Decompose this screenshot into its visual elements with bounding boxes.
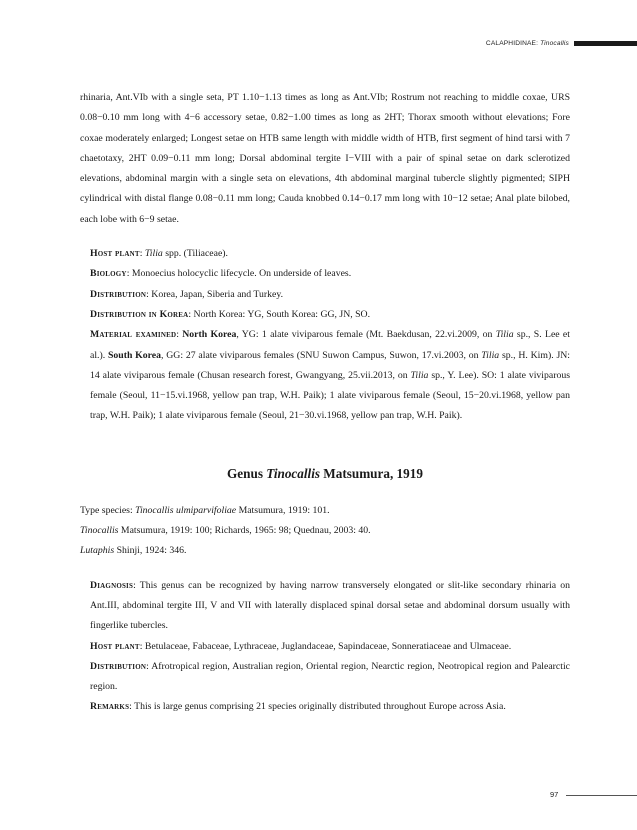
remarks-entry: Remarks: This is large genus comprising 21 species originally distributed throughout Europe across Asia.	[90, 701, 506, 713]
synonymy-line: Tinocallis Matsumura, 1919: 100; Richards, 1965: 98; Quednau, 2003: 40.	[80, 525, 371, 537]
synonymy-line: Lutaphis Shinji, 1924: 346.	[80, 545, 187, 557]
running-header	[0, 38, 637, 50]
south-korea-label: South Korea	[107, 349, 161, 361]
host-plant-label: Host plant	[90, 248, 140, 260]
north-korea-label: North Korea	[182, 329, 237, 341]
running-title-genus: Tinocallis	[540, 40, 569, 47]
distribution-entry: Distribution: Korea, Japan, Siberia and Turkey.	[90, 288, 284, 300]
material-examined-entry: Material examined: North Korea, YG: 1 alate viviparous female (Mt. Baekdusan, 22.vi.2009, on Tilia sp., S. Lee et al.). South Korea, GG: 27 alate viviparous females (SNU Suwon Campus, Suwon, 17.vi.2003, on Tilia sp., H. Kim). JN: 14 alate viviparous female (Chusan research forest, Gwangyang, 25.vii.2013, on Tilia sp., Y. Lee). SO: 1 alate viviparous female (Seoul, 11−15.vi.1968, yellow pan trap, W.H. Paik); 1 alate viviparous female (Seoul, 15−20.vi.1968, yellow pan trap, W.H. Paik); 1 alate viviparous female (Seoul, 21−30.vi.1968, yellow pan trap, W.H. Paik).	[90, 329, 570, 422]
distribution-korea-label: Distribution in Korea	[90, 308, 189, 320]
type-species-taxon: Tinocallis ulmiparvifoliae	[135, 504, 237, 516]
running-title: CALAPHIDINAE: Tinocallis	[485, 40, 569, 47]
genus-host-plant-label: Host plant	[90, 640, 140, 652]
header-bar	[574, 41, 637, 46]
page-number: 97	[550, 790, 559, 799]
genus-host-plant-entry: Host plant: Betulaceae, Fabaceae, Lythraceae, Juglandaceae, Sapindaceae, Sonneratiaceae and Ulmaceae.	[90, 640, 512, 652]
diagnosis-label: Diagnosis	[90, 579, 134, 591]
material-examined-label: Material examined	[90, 329, 177, 341]
host-plant-taxon: Tilia	[144, 248, 163, 260]
genus-heading: Genus Tinocallis Matsumura, 1919	[227, 465, 423, 481]
diagnosis-entry: Diagnosis: This genus can be recognized by having narrow transversely elongated or slit-like secondary rhinaria on Ant.III, abdominal tergite III, V and VII with laterally displaced spinal dorsal setae and abdominal dorsum usually with fingerlike tubercles.	[90, 579, 570, 632]
biology-entry: Biology: Monoecius holocyclic lifecycle. On underside of leaves.	[90, 268, 352, 280]
page-footer	[0, 788, 637, 802]
description-continuation: rhinaria, Ant.VIb with a single seta, PT 1.10−1.13 times as long as Ant.VIb; Rostrum not reaching to middle coxae, URS 0.08−0.10 mm long with 4−6 accessory setae, 0.82−1.00 times as long as 2HT; Thorax smooth without elevations; Fore coxae moderately enlarged; Longest setae on HTB same length with middle width of HTB, first segment of hind tarsi with 7 chaetotaxy, 2HT 0.09−0.11 mm long; Dorsal abdominal tergite I−VIII with a pair of spinal setae on dark sclerotized elevations, abdominal margin with a single seta on elevations, 4th abdominal marginal tubercle slightly pigmented; SIPH cylindrical with distal flange 0.08−0.11 mm long; Cauda knobbed 0.14−0.17 mm long with 10−12 setae; Anal plate bilobed, each lobe with 6−9 setae.	[80, 92, 570, 225]
distribution-label: Distribution	[90, 288, 147, 300]
biology-label: Biology	[90, 268, 127, 280]
genus-distribution-label: Distribution	[90, 660, 147, 672]
distribution-korea-entry: Distribution in Korea: North Korea: YG, South Korea: GG, JN, SO.	[90, 308, 371, 320]
remarks-label: Remarks	[90, 701, 130, 713]
page-body	[80, 88, 570, 718]
footer-rule	[566, 795, 637, 796]
type-species-line: Type species: Tinocallis ulmiparvifoliae Matsumura, 1919: 101.	[80, 504, 330, 516]
host-plant-entry: Host plant: Tilia spp. (Tiliaceae).	[90, 248, 228, 260]
genus-distribution-entry: Distribution: Afrotropical region, Australian region, Oriental region, Nearctic region, Neotropical region and Palearctic region.	[90, 660, 570, 693]
genus-name: Tinocallis	[266, 465, 320, 481]
